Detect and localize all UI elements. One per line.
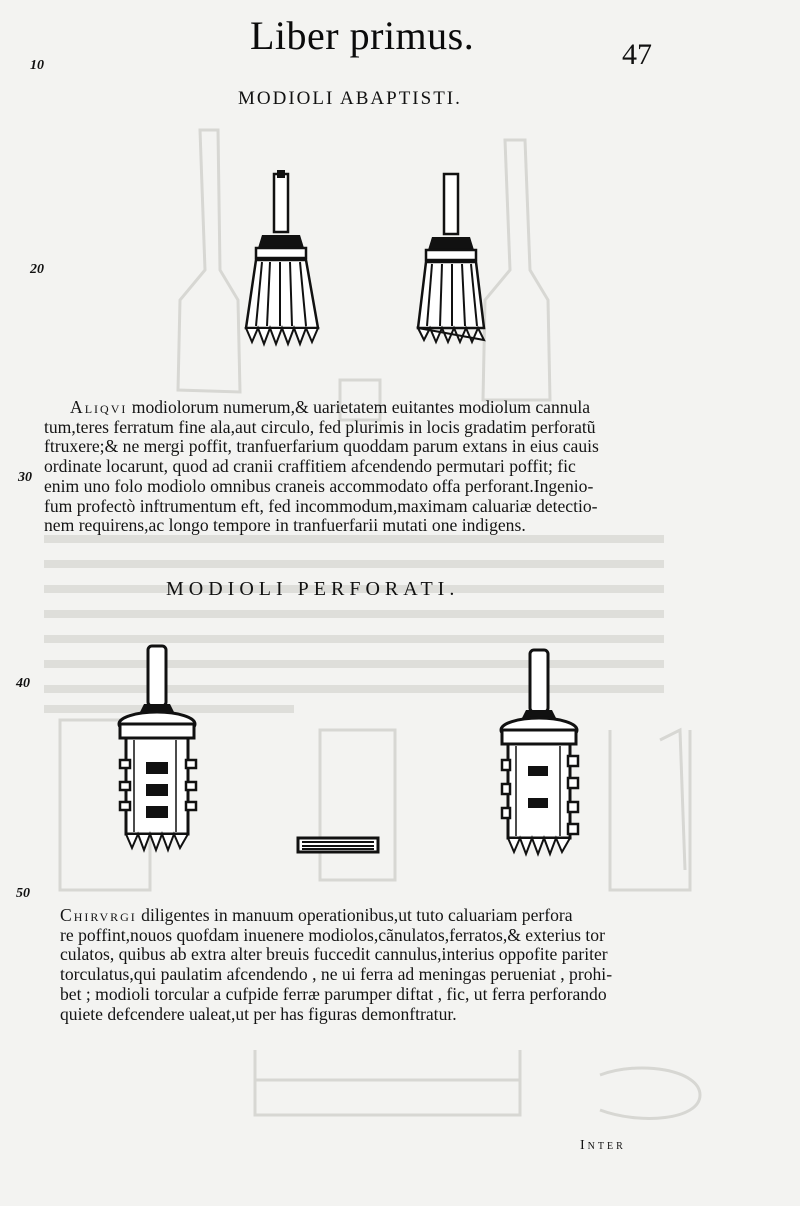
trephine-abaptistum-left	[242, 170, 322, 348]
initial-word: Aliqvi	[70, 397, 128, 417]
margin-line-number: 10	[30, 58, 44, 73]
paragraph-perforati	[60, 906, 680, 1024]
text-line: fum profectò inftrumentum eft, fed incommodum,maximam caluariæ detectio-	[44, 495, 598, 516]
text-line: ordinate locarunt, quod ad cranii craffitiem afcendendo permutari poffit; fic	[44, 456, 576, 477]
text-line: Chirvrgi diligentes in manuum operationibus,ut tuto caluariam perfora	[60, 905, 573, 925]
text-line: culatos, quibus ab extra alter breuis fuccedit cannulus,interius oppofite pariter	[60, 944, 608, 965]
paragraph-abaptisti	[44, 398, 674, 536]
text-line: quiete defcendere ualeat,ut per has figuras demonftratur.	[60, 1003, 457, 1024]
text-line: nem requirens,ac longo tempore in tranfuerfarii mutati one indigens.	[44, 515, 526, 536]
margin-line-number: 50	[16, 886, 30, 901]
text-line: tum,teres ferratum fine ala,aut circulo, fed plurimis in locis gradatim perforatũ	[44, 416, 596, 437]
page-number: 47	[622, 38, 652, 71]
text-line: re poffint,nouos quofdam inuenere modiolos,cãnulatos,ferratos,& exterius tor	[60, 924, 605, 945]
text-line: ftruxere;& ne mergi poffit, tranfuerfarium quoddam parum extans in eius cauis	[44, 436, 599, 457]
text-line: torculatus,qui paulatim afcendendo , ne ui ferra ad meningas perueniat , prohi-	[60, 964, 613, 985]
trephine-abaptistum-right	[414, 172, 492, 348]
section-heading-abaptisti: MODIOLI ABAPTISTI.	[238, 88, 462, 109]
catchword: Inter	[580, 1138, 626, 1153]
margin-line-number: 30	[18, 470, 32, 485]
trephine-perforatum-left	[116, 642, 202, 856]
trephine-perforatum-right	[498, 648, 582, 860]
margin-line-number: 40	[16, 676, 30, 691]
initial-word: Chirvrgi	[60, 905, 137, 925]
text-line: Aliqvi modiolorum numerum,& uarietatem euitantes modiolum cannula	[70, 397, 591, 417]
margin-line-number: 20	[30, 262, 44, 277]
text-line: bet ; modioli torcular a cufpide ferræ parumper diftat , fic, ut ferra perforando	[60, 983, 607, 1004]
transverse-bar	[296, 836, 380, 854]
running-head: Liber primus.	[250, 13, 475, 58]
text-line: enim uno folo modiolo omnibus craneis accommodato offa perforant.Ingenio-	[44, 475, 594, 496]
section-heading-perforati: MODIOLI PERFORATI.	[166, 578, 460, 600]
